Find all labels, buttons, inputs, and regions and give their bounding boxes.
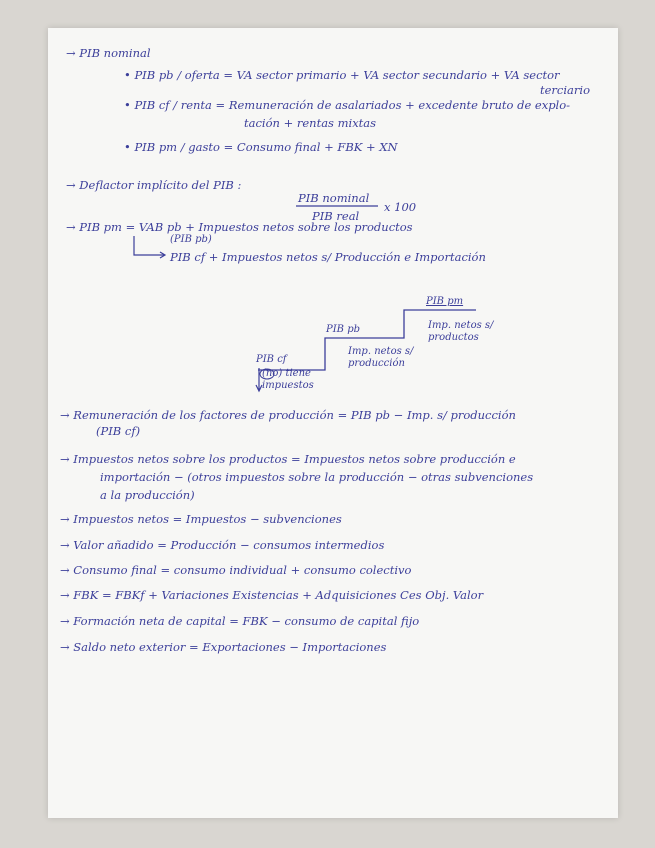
line-pib-nominal: → PIB nominal [66, 46, 151, 60]
line-formacion-neta: → Formación neta de capital = FBK − consumo de capital fijo [60, 614, 420, 628]
line-impuestos-productos-cont2: a la producción) [100, 488, 195, 502]
line-deflactor: → Deflactor implícito del PIB : [66, 178, 242, 192]
diagram-imp-produccion: Imp. netos s/ producción [348, 346, 414, 369]
line-pib-pb-cont: terciario [540, 83, 590, 97]
line-remuneracion-cont: (PIB cf) [96, 424, 141, 438]
line-pib-cf: • PIB cf / renta = Remuneración de asalariados + excedente bruto de explo- [124, 98, 571, 112]
line-fbk: → FBK = FBKf + Variaciones Existencias + Adquisiciones Ces Obj. Valor [60, 588, 484, 602]
diagram-pib-cf: PIB cf [256, 354, 287, 365]
line-impuestos-productos-cont1: importación − (otros impuestos sobre la producción − otras subvenciones [100, 470, 534, 484]
line-impuestos-productos: → Impuestos netos sobre los productos = Impuestos netos sobre producción e [60, 452, 516, 466]
line-impuestos-netos: → Impuestos netos = Impuestos − subvenciones [60, 512, 342, 526]
diagram-no-tiene: (no) tiene impuestos [262, 368, 314, 391]
line-pibpm-alt: PIB cf + Impuestos netos s/ Producción e Importación [170, 250, 486, 264]
line-saldo-neto: → Saldo neto exterior = Exportaciones − Importaciones [60, 640, 387, 654]
deflactor-denominator: PIB real [312, 209, 360, 223]
diagram-pib-pm: PIB pm [426, 296, 464, 307]
diagram-pib-pb: PIB pb [326, 324, 361, 335]
line-pib-cf-cont: tación + rentas mixtas [244, 116, 377, 130]
line-pib-pm: • PIB pm / gasto = Consumo final + FBK + XN [124, 140, 398, 154]
diagram-imp-productos: Imp. netos s/ productos [428, 320, 494, 343]
line-consumo-final: → Consumo final = consumo individual + consumo colectivo [60, 563, 412, 577]
line-pib-pb: • PIB pb / oferta = VA sector primario + VA sector secundario + VA sector [124, 68, 560, 82]
deflactor-numerator: PIB nominal [298, 191, 370, 205]
line-pibpm-sub: (PIB pb) [170, 234, 212, 245]
notebook-page [48, 28, 618, 818]
deflactor-x100: x 100 [384, 200, 417, 214]
line-pibpm-vab: → PIB pm = VAB pb + Impuestos netos sobre los productos [66, 220, 413, 234]
line-valor-anadido: → Valor añadido = Producción − consumos intermedios [60, 538, 385, 552]
line-remuneracion: → Remuneración de los factores de producción = PIB pb − Imp. s/ producción [60, 408, 516, 422]
